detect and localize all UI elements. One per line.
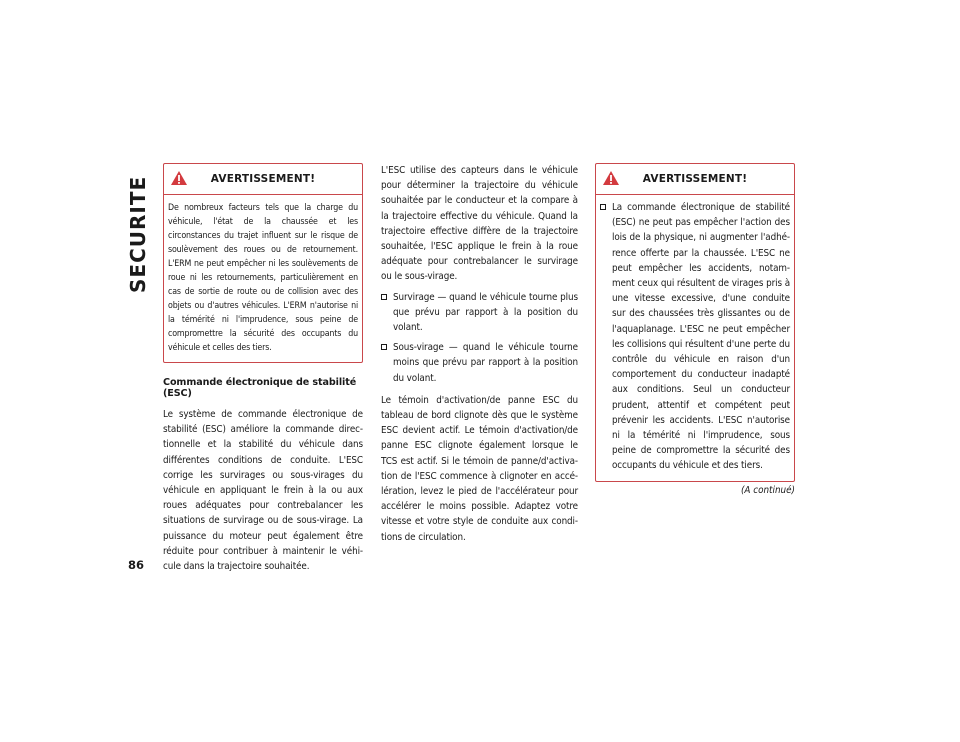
list-item-text: Sous-virage — quand le véhicule tourne moins que prévu par rapport à la position du volant. — [393, 342, 578, 384]
section-title: SECURITE — [126, 175, 150, 293]
column-left — [163, 163, 363, 574]
paragraph: L'ESC utilise des capteurs dans le véhicule pour déterminer la trajectoire du véhicule souhaitée par le conducteur et la compare à la trajectoire effective du véhicule. Quand la trajectoire effective diffère de la trajectoire souhaitée, l'ESC applique le frein à la roue adéquate pour contrebalancer le survirage ou le sous-virage. — [381, 165, 578, 283]
column-middle — [381, 163, 578, 545]
warning-header — [164, 164, 362, 195]
warning-header — [596, 164, 794, 195]
paragraph: Le témoin d'activation/de panne ESC du tableau de bord clignote dès que le système ESC devient actif. Le témoin d'activation/de panne ESC clignote également lorsque le TCS est actif. Si le témoin de panne/d'activa-tion de l'ESC commence à clignoter en accé-lération, levez le pied de l'accélérateur pour accélérer le moins possible. Adaptez votre vitesse et votre style de conduite aux condi-tions de circulation. — [381, 394, 578, 543]
warning-text: De nombreux facteurs tels que la charge du véhicule, l'état de la chaussée et les circonstances du trajet influent sur le risque de soulèvement des roues ou de retournement. L'ERM ne peut empêcher ni les soulèvements de roue ni les retournements, particulièrement en cas de sortie de route ou de collision avec des objets ou d'autres véhicules. L'ERM n'autorise ni la témérité ni l'imprudence, sous peine de compromettre la sécurité des occupants du véhicule et celles des tiers. — [168, 203, 358, 353]
list-item-text: La commande électronique de stabilité (ESC) ne peut pas empêcher l'action des lois de la physique, ni augmenter l'adhé-rence offerte par la chaussée. L'ESC ne peut empêcher les accidents, notam-ment ceux qui résultent de virages pris à une vitesse excessive, d'une conduite sur des chaussées très glissantes ou de l'aquaplanage. L'ESC ne peut empêcher les collisions qui résultent d'une perte du contrôle du véhicule en raison d'un comportement du conducteur inadapté aux conditions. Seul un conducteur prudent, attentif et compétent peut prévenir les accidents. L'ESC n'autorise ni la témérité ni l'imprudence, sous peine de compromettre la sécurité des occupants du véhicule et des tiers. — [612, 202, 790, 472]
warning-box — [163, 163, 363, 363]
list-item — [381, 290, 578, 336]
list-item — [600, 200, 790, 474]
paragraph: Le système de commande électronique de stabilité (ESC) améliore la commande direc-tionnelle et la stabilité du véhicule dans différentes conditions de conduite. L'ESC corrige les survirages ou sous-virages du véhicule en appliquant le frein à la ou aux roues adéquates pour contrebalancer les situations de survirage ou de sous-virage. La puissance du moteur peut également être réduite pour contribuer à maintenir le véhi-cule dans la trajectoire souhaitée. — [163, 409, 363, 573]
square-bullet-icon — [600, 204, 606, 210]
warning-box — [595, 163, 795, 482]
page-number: 86 — [128, 558, 145, 572]
continued-note: (A continué) — [740, 484, 795, 496]
list-item — [381, 340, 578, 386]
list-item-text: Survirage — quand le véhicule tourne plus que prévu par rapport à la position du volant. — [393, 291, 578, 334]
section-heading: Commande électronique de stabilité (ESC) — [163, 377, 357, 399]
warning-triangle-icon — [170, 170, 188, 186]
warning-triangle-icon — [602, 170, 620, 186]
square-bullet-icon — [381, 344, 387, 350]
warning-title: AVERTISSEMENT! — [210, 173, 316, 185]
warning-title: AVERTISSEMENT! — [642, 173, 748, 185]
warning-body — [596, 195, 794, 481]
square-bullet-icon — [381, 294, 387, 300]
column-right — [595, 163, 795, 496]
